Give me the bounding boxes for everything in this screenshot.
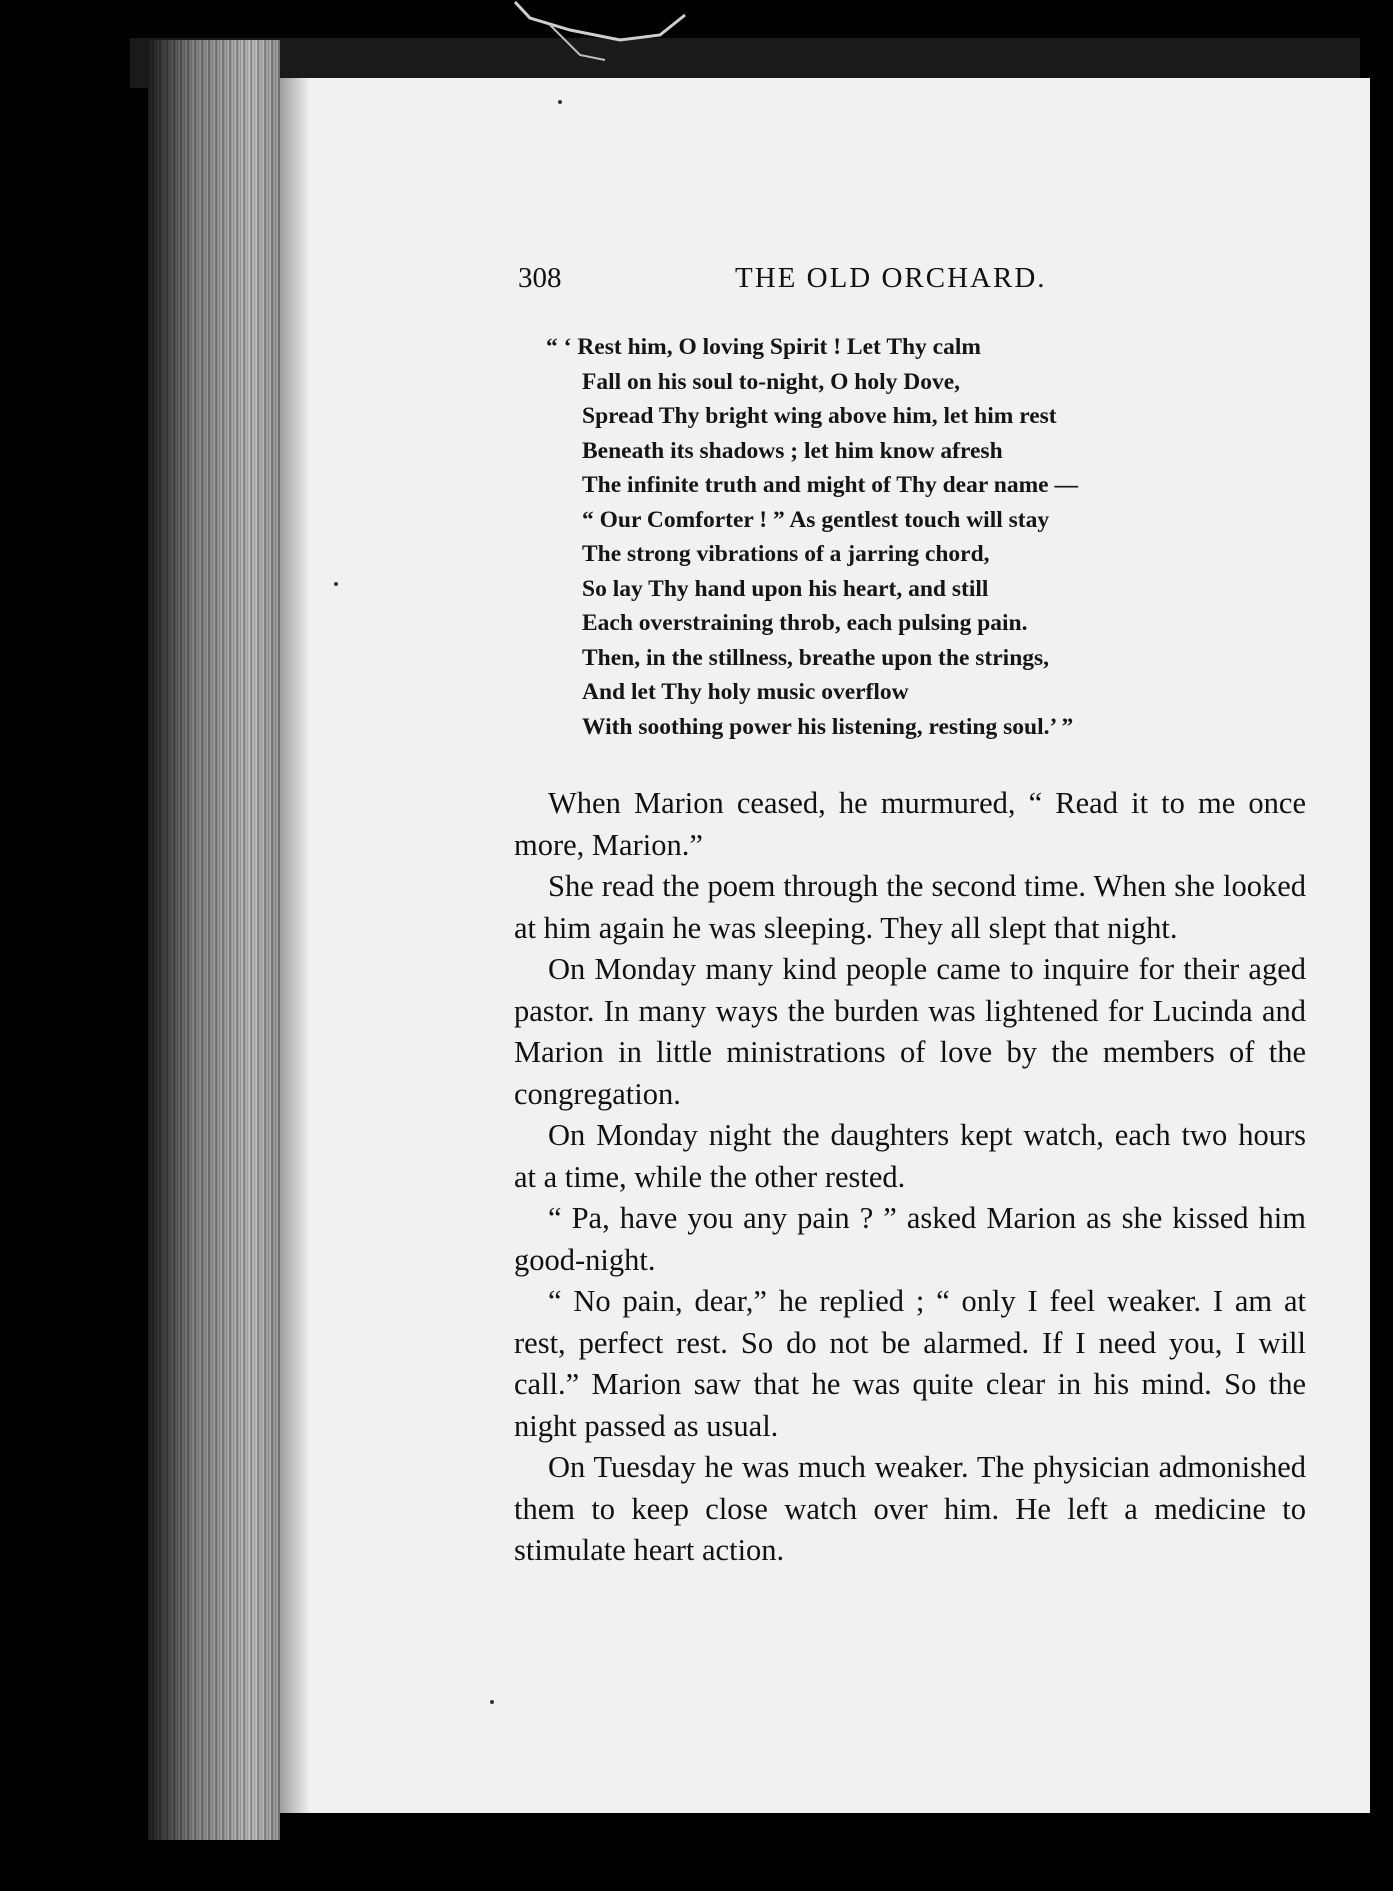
paragraph: On Tuesday he was much weaker. The physician admonished them to keep close watch over him. He left a medicine to stimulate heart action. xyxy=(514,1450,1306,1567)
poem-line: The infinite truth and might of Thy dear name — xyxy=(582,472,1078,498)
prose-body xyxy=(514,783,1306,1572)
poem-line: With soothing power his listening, resting soul.’ ” xyxy=(582,713,1074,740)
paragraph: When Marion ceased, he murmured, “ Read it to me once more, Marion.” xyxy=(514,786,1306,862)
poem-line: The strong vibrations of a jarring chord, xyxy=(582,541,990,567)
poem-line: And let Thy holy music overflow xyxy=(582,679,909,705)
gutter-shadow xyxy=(280,78,310,1813)
poem-block xyxy=(546,330,1282,744)
page-stack-edge xyxy=(148,40,280,1840)
poem-line: Then, in the stillness, breathe upon the strings, xyxy=(582,644,1050,671)
paragraph: On Monday many kind people came to inquire for their aged pastor. In many ways the burden was lightened for Lucinda and Marion in little ministrations of love by the members of the congregation. xyxy=(514,952,1306,1111)
dust-speck xyxy=(558,100,562,104)
running-title: THE OLD ORCHARD. xyxy=(735,262,1047,294)
poem-line: So lay Thy hand upon his heart, and still xyxy=(582,575,989,602)
paragraph: “ No pain, dear,” he replied ; “ only I feel weaker. I am at rest, perfect rest. So do not be alarmed. If I need you, I will call.” Marion saw that he was quite clear in his mind. So the night passed as usual. xyxy=(514,1284,1306,1443)
dust-speck xyxy=(490,1700,494,1704)
paragraph: “ Pa, have you any pain ? ” asked Marion as she kissed him good-night. xyxy=(514,1201,1306,1277)
page-number: 308 xyxy=(518,262,562,294)
poem-line: Spread Thy bright wing above him, let him rest xyxy=(582,403,1057,429)
paragraph: She read the poem through the second time. When she looked at him again he was sleeping. They all slept that night. xyxy=(514,869,1306,945)
dust-speck xyxy=(334,582,338,586)
paragraph: On Monday night the daughters kept watch, each two hours at a time, while the other rested. xyxy=(514,1118,1306,1194)
poem-line: Beneath its shadows ; let him know afresh xyxy=(582,437,1003,464)
poem-line: “ ‘ Rest him, O loving Spirit ! Let Thy calm xyxy=(546,334,981,360)
poem-line: Fall on his soul to-night, O holy Dove, xyxy=(582,368,961,395)
scan-artifact xyxy=(510,0,700,70)
poem-line: Each overstraining throb, each pulsing pain. xyxy=(582,610,1028,636)
page-header xyxy=(518,262,1108,302)
poem-line: “ Our Comforter ! ” As gentlest touch will stay xyxy=(582,506,1050,533)
